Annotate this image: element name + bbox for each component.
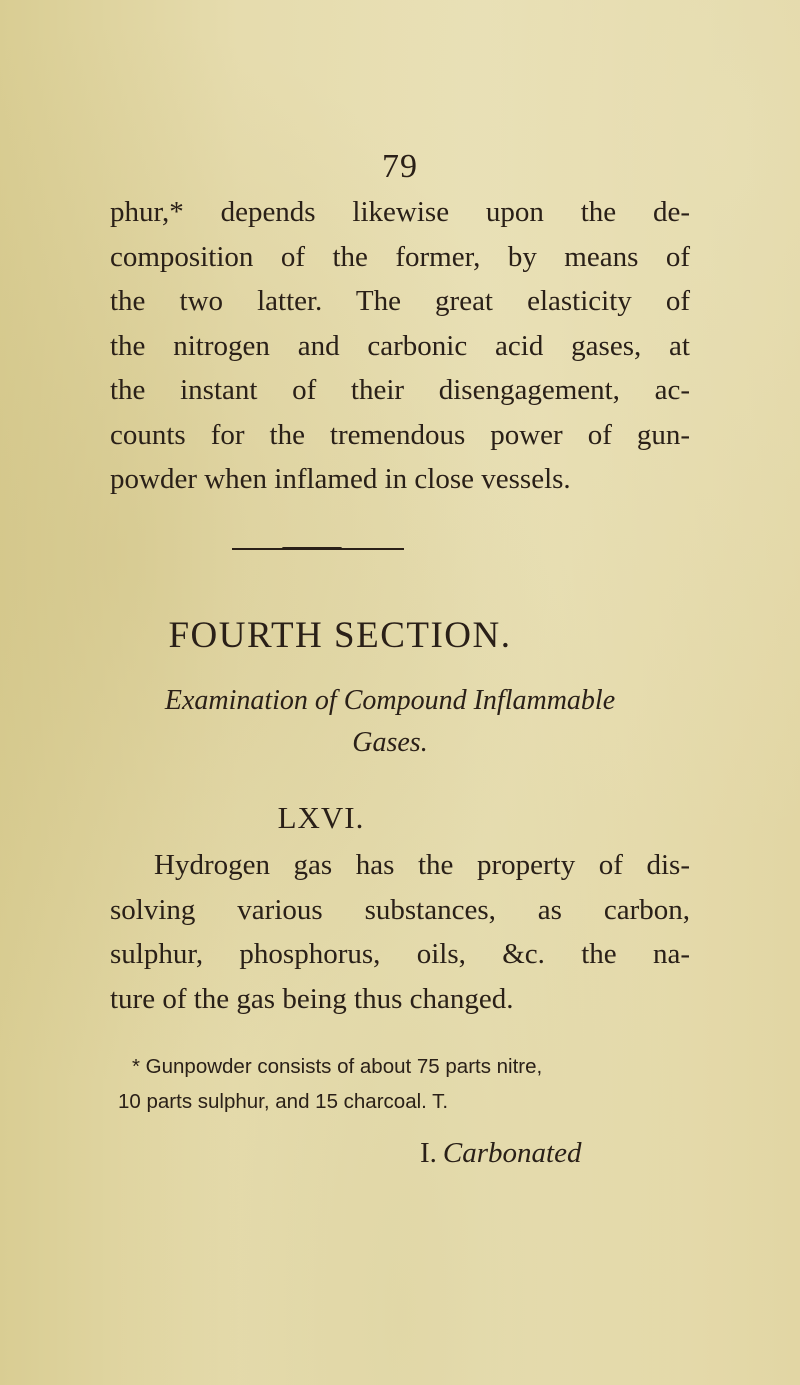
section-subtitle <box>110 680 670 764</box>
article-numeral: LXVI. <box>277 800 365 835</box>
text-line: the instant of their disengagement, ac- <box>110 374 690 406</box>
subtitle-line: Gases. <box>352 727 428 758</box>
page-number: 79 <box>382 148 418 185</box>
paragraph <box>110 843 690 1021</box>
footnote-line: 10 parts sulphur, and 15 charcoal. T. <box>118 1090 449 1113</box>
section-heading: FOURTH SECTION. <box>168 615 512 656</box>
text-line: composition of the former, by means of <box>110 240 690 273</box>
text-line: sulphur, phosphorus, oils, &c. the na- <box>110 938 690 970</box>
text-line: phur,* depends likewise upon the de- <box>110 196 690 228</box>
text-line: solving various substances, as carbon, <box>110 893 690 926</box>
section-divider-rule <box>232 548 404 550</box>
text-line: the nitrogen and carbonic acid gases, at <box>110 329 690 362</box>
catchword-text: Carbonated <box>442 1137 582 1169</box>
text-line: counts for the tremendous power of gun- <box>110 418 690 451</box>
text-line: powder when inflamed in close vessels. <box>110 463 571 495</box>
text-line: Hydrogen gas has the property of dis- <box>154 849 690 881</box>
text-line: the two latter. The great elasticity of <box>110 285 690 317</box>
catchword <box>420 1137 581 1170</box>
footnote-line: * Gunpowder consists of about 75 parts nitre, <box>132 1055 543 1078</box>
footnote <box>118 1049 684 1119</box>
subtitle-line: Examination of Compound Inflammable <box>164 685 616 716</box>
text-line: ture of the gas being thus changed. <box>110 982 514 1015</box>
paragraph-continued <box>110 190 690 502</box>
catchword-signature: I. <box>420 1137 437 1169</box>
